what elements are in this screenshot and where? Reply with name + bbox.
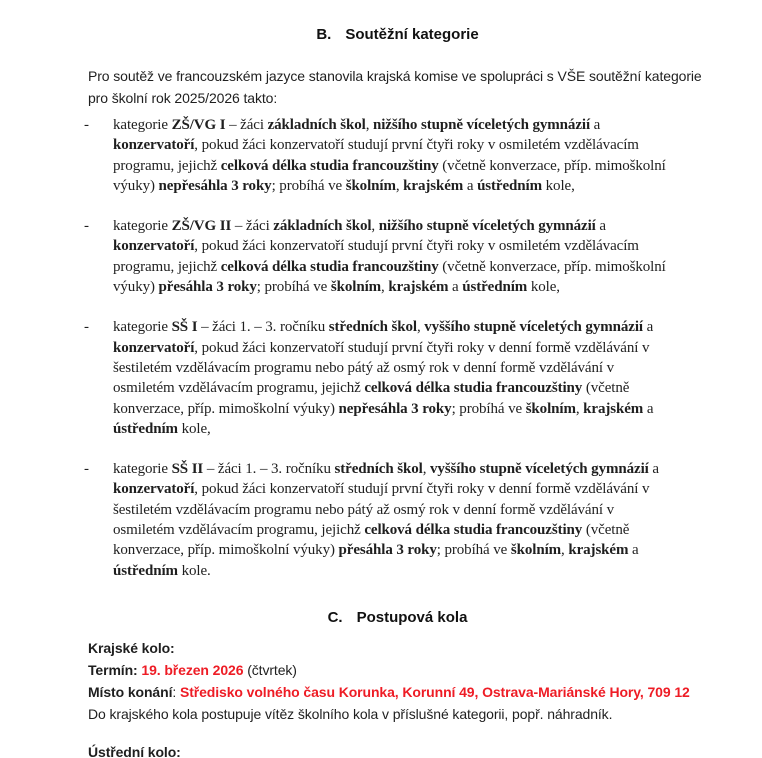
text-segment: (čtvrtek): [243, 661, 297, 678]
section-c-letter: C.: [327, 608, 343, 626]
text-segment: kole.: [177, 562, 211, 579]
text-segment: nepřesáhla 3 roky: [158, 177, 272, 194]
category-item-zsvg1: [84, 115, 707, 196]
text-segment: celková délka studia francouzštiny: [220, 157, 439, 174]
text-segment: a: [463, 177, 478, 194]
text-segment: přesáhla 3 roky: [338, 542, 437, 559]
text-line: [113, 216, 707, 236]
text-segment: Termín:: [88, 661, 142, 678]
text-segment: a: [642, 319, 654, 336]
text-segment: osmiletém vzdělávacím programu, jejichž: [113, 522, 365, 539]
text-segment: vyššího stupně víceletých gymnázií: [430, 461, 649, 478]
text-line: [113, 277, 707, 297]
category-item-ss2: [84, 459, 707, 581]
text-segment: ZŠ/VG I: [171, 117, 226, 133]
text-segment: šestiletém vzdělávacím programu nebo pátý až osmý rok v denní formě vzdělávání v: [113, 359, 614, 376]
section-c-body: [88, 637, 707, 758]
text-segment: přesáhla 3 roky: [158, 279, 257, 296]
category-item-text: [113, 459, 707, 581]
text-line: [113, 156, 707, 176]
text-segment: nižšího stupně víceletých gymnázií: [378, 218, 596, 235]
category-item-text: [113, 216, 707, 297]
text-segment: školním: [510, 542, 562, 559]
section-b-letter: B.: [316, 26, 332, 43]
text-segment: krajském: [388, 279, 449, 296]
text-segment: (včetně: [582, 522, 630, 539]
text-segment: Krajské kolo:: [88, 639, 175, 656]
text-segment: výuky): [113, 177, 159, 194]
text-segment: konzervatoří: [113, 339, 195, 356]
text-segment: krajském: [583, 400, 644, 417]
text-segment: kole,: [177, 420, 211, 437]
text-segment: kole,: [527, 279, 560, 296]
text-segment: ústředním: [462, 279, 528, 296]
text-line: [113, 561, 707, 581]
bullet-dash: -: [84, 218, 89, 235]
text-segment: ,: [381, 279, 389, 296]
text-segment: SŠ I: [171, 319, 198, 336]
text-segment: ,: [422, 461, 431, 478]
text-segment: a: [648, 461, 659, 478]
text-segment: školním: [330, 279, 382, 296]
text-segment: kategorie: [113, 117, 172, 133]
text-segment: školním: [525, 400, 576, 417]
text-segment: ; probíhá ve: [436, 542, 511, 559]
postup-line: [88, 703, 707, 725]
text-segment: Do krajského kola postupuje vítěz školního kola v příslušné kategorii, popř. náhradník.: [88, 705, 613, 722]
text-line: [88, 65, 707, 87]
section-b-heading: [88, 26, 707, 43]
krajske-kolo-label: [88, 637, 707, 659]
text-segment: konzervatoří: [113, 137, 195, 154]
text-line: [113, 399, 707, 419]
text-line: [113, 358, 707, 378]
ustredni-kolo-label: Ústřední kolo:: [88, 743, 181, 758]
text-line: [113, 500, 707, 520]
category-item-text: [113, 115, 707, 196]
text-segment: nižšího stupně víceletých gymnázií: [373, 117, 591, 133]
text-segment: pro školní rok 2025/2026 takto:: [88, 90, 278, 106]
text-segment: osmiletém vzdělávacím programu, jejichž: [113, 380, 365, 397]
text-line: [113, 419, 707, 439]
text-segment: Místo konání: [88, 683, 173, 700]
text-segment: celková délka studia francouzštiny: [364, 522, 583, 539]
text-segment: , pokud žáci konzervatoří studují první čtyři roky v osmiletém vzdělávacím: [194, 238, 639, 255]
text-segment: vyššího stupně víceletých gymnázií: [424, 319, 643, 336]
text-segment: výuky): [113, 279, 159, 296]
text-line: [88, 87, 707, 109]
text-segment: ústředním: [113, 562, 178, 579]
text-line: [113, 176, 707, 196]
text-segment: konzervatoří: [113, 481, 195, 498]
text-segment: konzervatoří: [113, 238, 195, 255]
text-segment: ; probíhá ve: [256, 279, 331, 296]
category-list: [84, 115, 707, 581]
text-segment: – žáci: [225, 117, 268, 133]
text-line: [113, 459, 707, 479]
text-segment: ,: [561, 542, 569, 559]
text-segment: šestiletém vzdělávacím programu nebo pátý až osmý rok v denní formě vzdělávání v: [113, 501, 614, 518]
text-segment: ZŠ/VG II: [171, 218, 232, 235]
section-b-title: Soutěžní kategorie: [345, 26, 479, 43]
text-segment: ,: [416, 319, 425, 336]
text-segment: nepřesáhla 3 roky: [338, 400, 452, 417]
text-segment: ústředním: [113, 420, 178, 437]
text-segment: konverzace, příp. mimoškolní výuky): [113, 400, 339, 417]
text-segment: (včetně konverzace, příp. mimoškolní: [438, 157, 666, 174]
text-segment: kategorie: [113, 218, 172, 235]
text-segment: kategorie: [113, 319, 172, 336]
text-segment: a: [448, 279, 463, 296]
text-segment: krajském: [568, 542, 629, 559]
bullet-dash: -: [84, 117, 89, 133]
text-segment: středních škol: [328, 319, 417, 336]
category-item-text: [113, 317, 707, 439]
text-segment: :: [172, 683, 180, 700]
text-line: [113, 338, 707, 358]
text-segment: kategorie: [113, 461, 172, 478]
text-segment: ústředním: [477, 177, 542, 194]
text-segment: 19. březen 2026: [141, 661, 244, 678]
section-c-title: Postupová kola: [356, 608, 468, 626]
category-item-ss1: [84, 317, 707, 439]
text-segment: – žáci 1. – 3. ročníku: [203, 461, 335, 478]
text-segment: ,: [395, 177, 404, 194]
text-segment: , pokud žáci konzervatoří studují první čtyři roky v denní formě vzdělávání v: [194, 481, 650, 498]
text-segment: celková délka studia francouzštiny: [220, 258, 439, 275]
text-segment: ,: [365, 117, 373, 133]
text-line: [113, 378, 707, 398]
intro-paragraph: [88, 65, 707, 109]
text-segment: programu, jejichž: [113, 258, 221, 275]
text-segment: (včetně: [582, 380, 630, 397]
text-segment: celková délka studia francouzštiny: [364, 380, 583, 397]
text-segment: SŠ II: [171, 461, 204, 478]
text-segment: ,: [371, 218, 379, 235]
text-segment: krajském: [403, 177, 464, 194]
text-line: [113, 236, 707, 256]
text-segment: , pokud žáci konzervatoří studují první čtyři roky v denní formě vzdělávání v: [194, 339, 650, 356]
text-segment: a: [595, 218, 606, 235]
text-line: [113, 257, 707, 277]
text-line: [113, 115, 707, 135]
text-segment: konverzace, příp. mimoškolní výuky): [113, 542, 339, 559]
text-line: [113, 540, 707, 560]
text-segment: a: [643, 400, 654, 417]
text-line: [113, 135, 707, 155]
text-segment: – žáci: [231, 218, 274, 235]
text-segment: – žáci 1. – 3. ročníku: [197, 319, 329, 336]
text-segment: Středisko volného času Korunka, Korunní 49, Ostrava-Mariánské Hory, 709 12: [179, 683, 690, 700]
text-segment: ; probíhá ve: [451, 400, 526, 417]
text-segment: středních škol: [334, 461, 423, 478]
misto-konani-line: [88, 681, 707, 703]
text-segment: ,: [575, 400, 584, 417]
text-line: [113, 479, 707, 499]
bullet-dash: -: [84, 319, 89, 336]
text-segment: ; probíhá ve: [271, 177, 346, 194]
text-segment: Pro soutěž ve francouzském jazyce stanovila krajská komise ve spolupráci s VŠE soutěžní kategorie: [88, 68, 702, 84]
category-item-zsvg2: [84, 216, 707, 297]
bullet-dash: -: [84, 461, 89, 478]
text-segment: programu, jejichž: [113, 157, 221, 174]
text-segment: základních škol: [273, 218, 372, 235]
text-segment: kole,: [542, 177, 575, 194]
text-segment: a: [628, 542, 639, 559]
text-segment: základních škol: [267, 117, 366, 133]
text-segment: a: [590, 117, 601, 133]
text-segment: školním: [345, 177, 396, 194]
termin-line: [88, 659, 707, 681]
text-segment: (včetně konverzace, příp. mimoškolní: [438, 258, 666, 275]
text-line: [113, 520, 707, 540]
text-segment: , pokud žáci konzervatoří studují první čtyři roky v osmiletém vzdělávacím: [194, 137, 639, 154]
section-c-heading: [88, 609, 707, 626]
text-line: [113, 317, 707, 337]
